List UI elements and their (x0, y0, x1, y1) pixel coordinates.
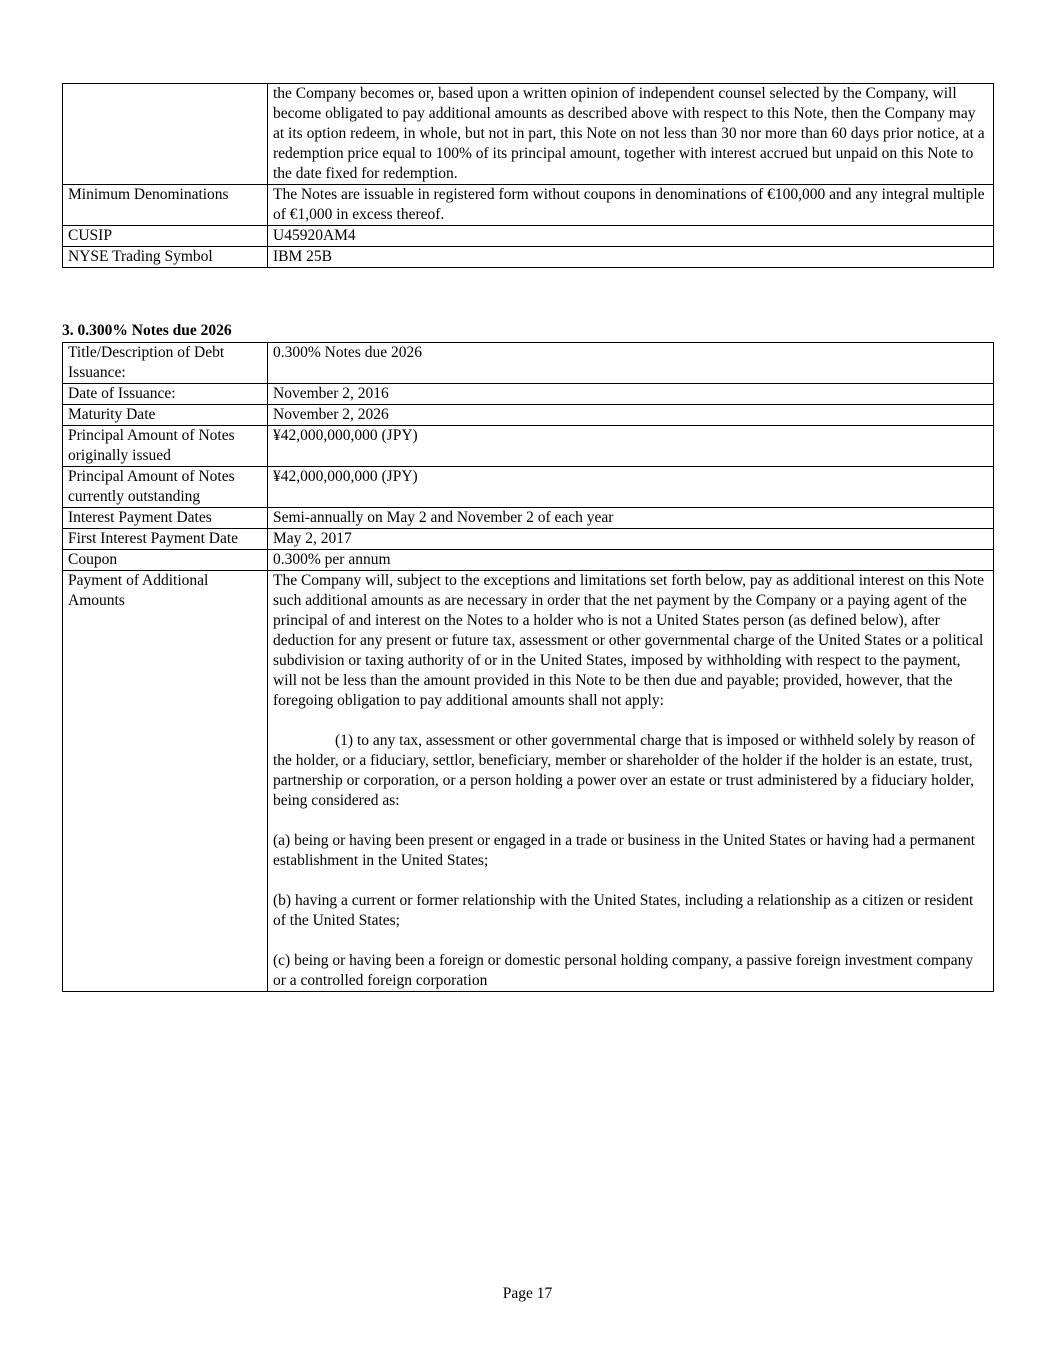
additional-amounts-text (268, 571, 994, 992)
table-row (63, 550, 994, 571)
table-row (63, 185, 994, 226)
paragraph-spacer (273, 811, 988, 831)
row-label: Principal Amount of Notes originally issued (63, 426, 268, 467)
row-label: CUSIP (63, 226, 268, 247)
row-label: Minimum Denominations (63, 185, 268, 226)
table-row (63, 571, 994, 992)
table-row (63, 343, 994, 384)
table-row (63, 384, 994, 405)
exception-item-c: (c) being or having been a foreign or domestic personal holding company, a passive foreign investment company or a controlled foreign corporation (273, 952, 974, 989)
row-label: NYSE Trading Symbol (63, 247, 268, 268)
table-row (63, 405, 994, 426)
notes-2026-terms-table (62, 342, 994, 992)
table-row (63, 247, 994, 268)
row-value: 0.300% per annum (268, 550, 994, 571)
exception-item-1: (1) to any tax, assessment or other governmental charge that is imposed or withheld solely by reason of the holder, or a fiduciary, settlor, beneficiary, member or shareholder of the holder if the holder is an estate, trust, partnership or corporation, or a person holding a power over an estate or trust administered by a fiduciary holder, being considered as: (273, 732, 976, 809)
row-value: ¥42,000,000,000 (JPY) (268, 426, 994, 467)
table-row (63, 529, 994, 550)
table-row (63, 426, 994, 467)
row-label: Payment of Additional Amounts (63, 571, 268, 992)
table-row (63, 84, 994, 185)
row-value: Semi-annually on May 2 and November 2 of each year (268, 508, 994, 529)
row-value: November 2, 2016 (268, 384, 994, 405)
table-row (63, 226, 994, 247)
row-label: Title/Description of Debt Issuance: (63, 343, 268, 384)
redemption-continuation-text: the Company becomes or, based upon a written opinion of independent counsel selected by the Company, will become obligated to pay additional amounts as described above with respect to this Note, then the Company may at its option redeem, in whole, but not in part, this Note on not less than 30 nor more than 60 days prior notice, at a redemption price equal to 100% of its principal amount, together with interest accrued but unpaid on this Note to the date fixed for redemption. (268, 84, 994, 185)
additional-amounts-intro: The Company will, subject to the exceptions and limitations set forth below, pay as additional interest on this Note such additional amounts as are necessary in order that the net payment by the Company or a paying agent of the principal of and interest on the Notes to a holder who is not a United States person (as defined below), after deduction for any present or future tax, assessment or other governmental charge of the United States or a political subdivision or taxing authority of or in the United States, imposed by withholding with respect to the payment, will not be less than the amount provided in this Note to be then due and payable; provided, however, that the foregoing obligation to pay additional amounts shall not apply: (273, 572, 984, 709)
row-value: May 2, 2017 (268, 529, 994, 550)
row-value: IBM 25B (268, 247, 994, 268)
row-value: November 2, 2026 (268, 405, 994, 426)
exception-item-b: (b) having a current or former relationship with the United States, including a relationship as a citizen or resident of the United States; (273, 892, 974, 929)
row-label: Coupon (63, 550, 268, 571)
notes-terms-table-continued (62, 83, 994, 268)
row-label: Date of Issuance: (63, 384, 268, 405)
row-label: Principal Amount of Notes currently outstanding (63, 467, 268, 508)
table-row (63, 508, 994, 529)
paragraph-spacer (273, 931, 988, 951)
section-heading: 3. 0.300% Notes due 2026 (62, 322, 232, 339)
paragraph-spacer (273, 711, 988, 731)
table-row (63, 467, 994, 508)
row-value: The Notes are issuable in registered form without coupons in denominations of €100,000 and any integral multiple of €1,000 in excess thereof. (268, 185, 994, 226)
row-label: First Interest Payment Date (63, 529, 268, 550)
page-number: Page 17 (502, 1285, 553, 1302)
row-value: U45920AM4 (268, 226, 994, 247)
row-value: ¥42,000,000,000 (JPY) (268, 467, 994, 508)
paragraph-spacer (273, 871, 988, 891)
empty-label-cell (63, 84, 268, 185)
exception-item-a: (a) being or having been present or engaged in a trade or business in the United States or having had a permanent establishment in the United States; (273, 832, 976, 869)
row-value: 0.300% Notes due 2026 (268, 343, 994, 384)
row-label: Interest Payment Dates (63, 508, 268, 529)
row-label: Maturity Date (63, 405, 268, 426)
